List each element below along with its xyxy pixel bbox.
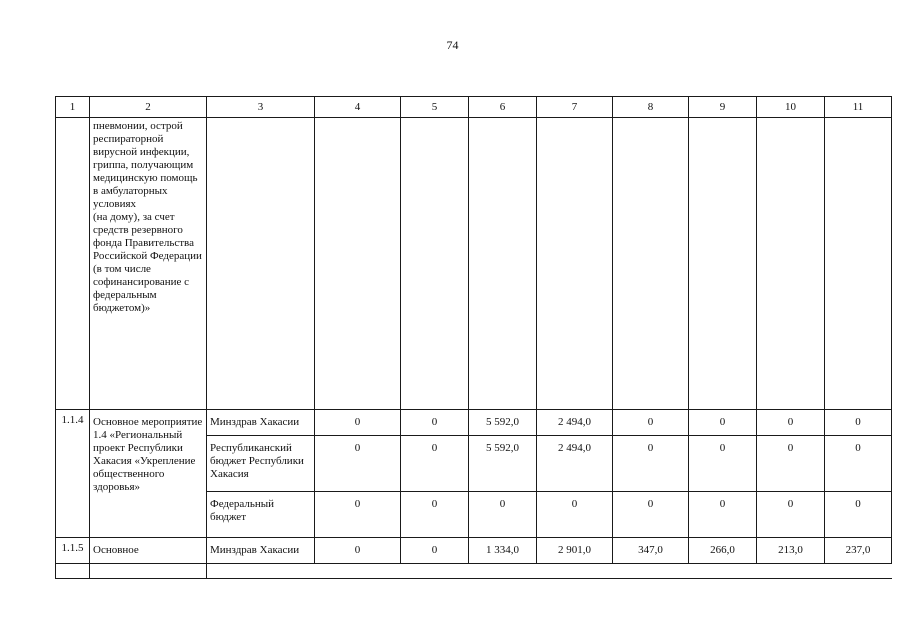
value-cell: 0 <box>401 410 469 436</box>
column-header: 10 <box>757 97 825 118</box>
empty-cell <box>689 564 757 579</box>
value-cell: 0 <box>825 410 892 436</box>
empty-cell <box>315 118 401 410</box>
empty-cell <box>469 564 537 579</box>
column-header: 4 <box>315 97 401 118</box>
value-cell: 0 <box>315 538 401 564</box>
empty-cell <box>401 118 469 410</box>
value-cell: 1 334,0 <box>469 538 537 564</box>
value-cell: 0 <box>315 492 401 538</box>
column-header: 11 <box>825 97 892 118</box>
empty-cell <box>207 564 315 579</box>
value-cell: 347,0 <box>613 538 689 564</box>
column-header: 8 <box>613 97 689 118</box>
value-cell: 0 <box>757 492 825 538</box>
empty-cell <box>825 564 892 579</box>
empty-cell <box>56 564 90 579</box>
value-cell: 0 <box>315 436 401 492</box>
empty-cell <box>401 564 469 579</box>
empty-cell <box>757 118 825 410</box>
empty-cell <box>537 118 613 410</box>
value-cell: 0 <box>689 410 757 436</box>
value-cell: 5 592,0 <box>469 436 537 492</box>
empty-cell <box>315 564 401 579</box>
column-header: 7 <box>537 97 613 118</box>
page-number: 74 <box>446 38 459 52</box>
empty-cell <box>90 564 207 579</box>
table-row <box>56 538 892 564</box>
table-row <box>56 410 892 436</box>
value-cell: 0 <box>401 538 469 564</box>
value-cell: 0 <box>689 492 757 538</box>
value-cell: 0 <box>315 410 401 436</box>
value-cell: 0 <box>825 436 892 492</box>
empty-cell <box>537 564 613 579</box>
empty-cell <box>613 118 689 410</box>
continued-row <box>56 118 892 410</box>
budget-table <box>55 96 892 579</box>
column-header: 2 <box>90 97 207 118</box>
column-header: 6 <box>469 97 537 118</box>
value-cell: 2 494,0 <box>537 410 613 436</box>
value-cell: 0 <box>613 410 689 436</box>
value-cell: 237,0 <box>825 538 892 564</box>
continued-index-cell <box>56 118 90 410</box>
funding-source: Минздрав Хакасии <box>207 538 315 564</box>
column-header-row <box>56 97 892 118</box>
value-cell: 0 <box>401 492 469 538</box>
empty-cell <box>757 564 825 579</box>
value-cell: 213,0 <box>757 538 825 564</box>
value-cell: 0 <box>689 436 757 492</box>
funding-source: Минздрав Хакасии <box>207 410 315 436</box>
value-cell: 266,0 <box>689 538 757 564</box>
value-cell: 2 494,0 <box>537 436 613 492</box>
empty-cell <box>689 118 757 410</box>
value-cell: 0 <box>537 492 613 538</box>
row-index: 1.1.5 <box>56 538 90 564</box>
value-cell: 2 901,0 <box>537 538 613 564</box>
row-name: Основное мероприятие 1.4 «Региональный проект Республики Хакасия «Укрепление общественного здоровья» <box>90 410 207 538</box>
value-cell: 0 <box>757 410 825 436</box>
funding-source: Республиканский бюджет Республики Хакасия <box>207 436 315 492</box>
column-header: 5 <box>401 97 469 118</box>
empty-cell <box>825 118 892 410</box>
empty-cell <box>207 118 315 410</box>
empty-cell <box>613 564 689 579</box>
column-header: 1 <box>56 97 90 118</box>
value-cell: 0 <box>757 436 825 492</box>
empty-cell <box>469 118 537 410</box>
table-row-cut <box>56 564 892 579</box>
value-cell: 0 <box>613 492 689 538</box>
value-cell: 0 <box>825 492 892 538</box>
value-cell: 0 <box>469 492 537 538</box>
row-index: 1.1.4 <box>56 410 90 538</box>
row-name: Основное <box>90 538 207 564</box>
continued-name-cell: пневмонии, острой респираторной вирусной инфекции, гриппа, получающим медицинскую помощь в амбулаторных условиях (на дому), за счет средств резервного фонда Правительства Российской Федерации (в том числе софинансирование с федеральным бюджетом)» <box>90 118 207 410</box>
column-header: 9 <box>689 97 757 118</box>
funding-source: Федеральный бюджет <box>207 492 315 538</box>
value-cell: 0 <box>401 436 469 492</box>
column-header: 3 <box>207 97 315 118</box>
value-cell: 0 <box>613 436 689 492</box>
value-cell: 5 592,0 <box>469 410 537 436</box>
